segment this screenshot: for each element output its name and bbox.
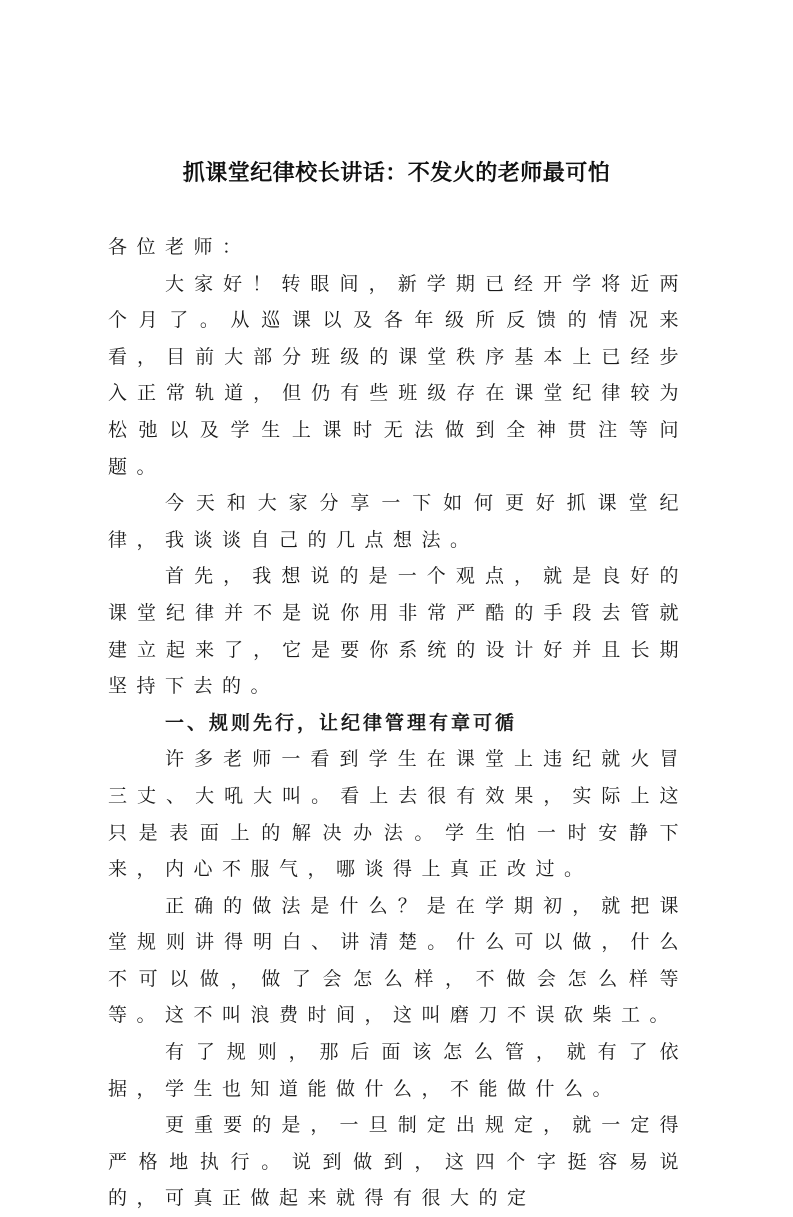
paragraph-enforcement: 更重要的是，一旦制定出规定，就一定得严格地执行。说到做到，这四个字挺容易说的，可真正做起来就得有很大的定: [108, 1114, 688, 1210]
document-body: [108, 229, 688, 1217]
paragraph-correct-approach: 正确的做法是什么？是在学期初，就把课堂规则讲得明白、讲清楚。什么可以做，什么不可以做，做了会怎么样，不做会怎么样等等。这不叫浪费时间，这叫磨刀不误砍柴工。: [108, 894, 688, 1027]
paragraph-greeting: 大家好！转眼间，新学期已经开学将近两个月了。从巡课以及各年级所反馈的情况来看，目前大部分班级的课堂秩序基本上已经步入正常轨道，但仍有些班级存在课堂纪律较为松弛以及学生上课时无法做到全神贯注等问题。: [108, 272, 688, 478]
paragraph-with-rules: 有了规则，那后面该怎么管，就有了依据，学生也知道能做什么，不能做什么。: [108, 1041, 688, 1100]
salutation: 各位老师：: [108, 236, 251, 258]
paragraph-intro: 今天和大家分享一下如何更好抓课堂纪律，我谈谈自己的几点想法。: [108, 492, 688, 551]
document-title: 抓课堂纪律校长讲话：不发火的老师最可怕: [182, 161, 611, 186]
paragraph-yelling: 许多老师一看到学生在课堂上违纪就火冒三丈、大吼大叫。看上去很有效果，实际上这只是表面上的解决办法。学生怕一时安静下来，内心不服气，哪谈得上真正改过。: [108, 748, 688, 881]
paragraph-viewpoint: 首先，我想说的是一个观点，就是良好的课堂纪律并不是说你用非常严酷的手段去管就建立起来了，它是要你系统的设计好并且长期坚持下去的。: [108, 565, 688, 698]
section-heading-1: 一、规则先行，让纪律管理有章可循: [165, 711, 518, 734]
